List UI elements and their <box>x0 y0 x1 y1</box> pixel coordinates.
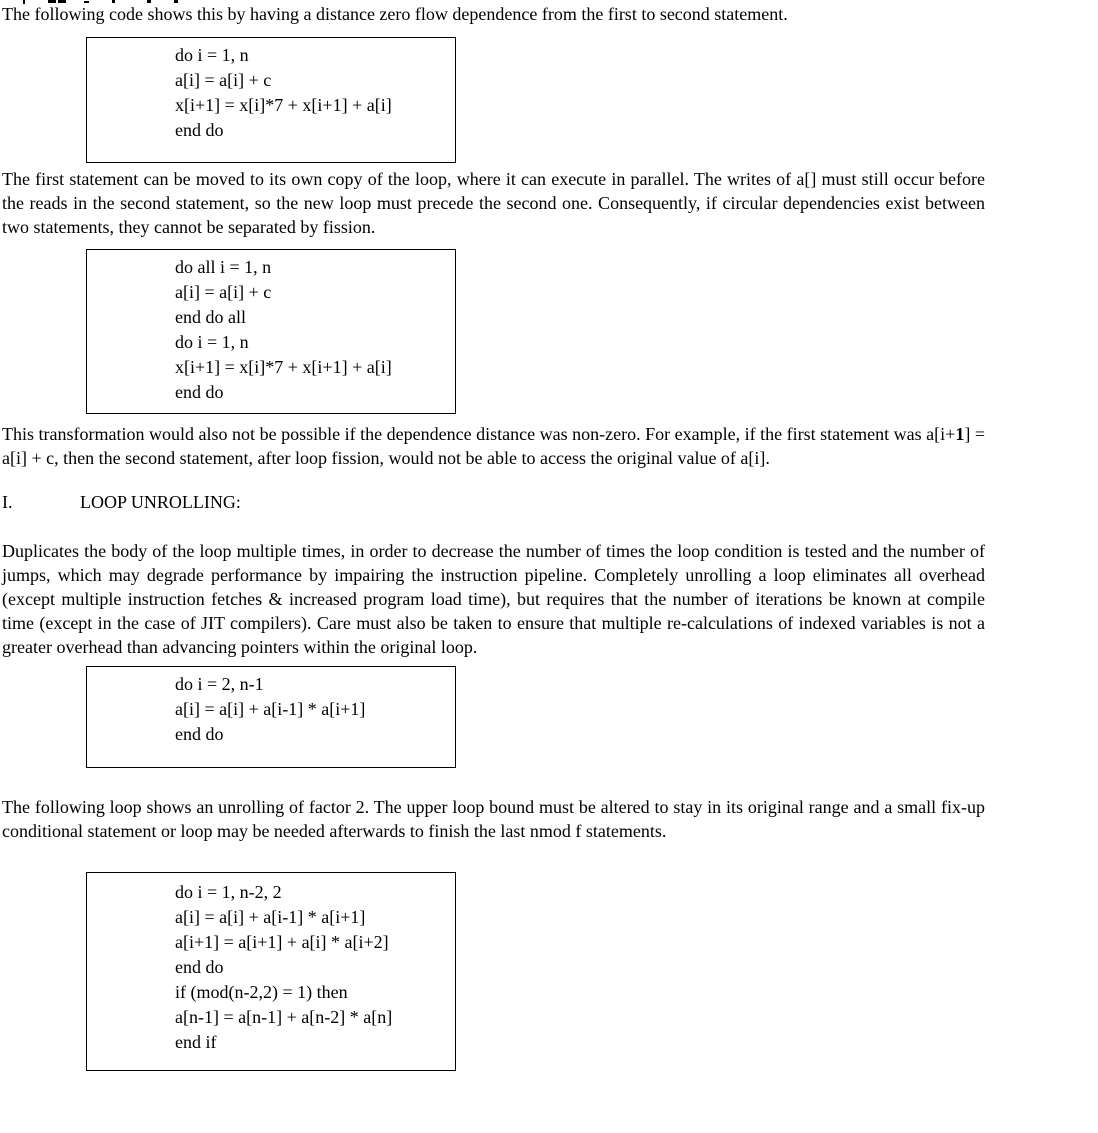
cropped-glyph-fragment <box>174 0 178 3</box>
paragraph-unroll-factor2-intro: The following loop shows an unrolling of factor 2. The upper loop bound must be altered to stay in its original range and a small fix-up conditional statement or loop may be needed afterwards to finish the last nmod f statements. <box>2 797 985 841</box>
section-number: I. <box>2 492 13 512</box>
paragraph-fission-code-intro: The following code shows this by having a distance zero flow dependence from the first to second statement. <box>2 4 788 24</box>
paragraph-fission-explanation: The first statement can be moved to its own copy of the loop, where it can execute in parallel. The writes of a[] must still occur before the reads in the second statement, so the new loop must precede the second one. Consequently, if circular dependencies exist between two statements, they cannot be separated by fission. <box>2 169 985 237</box>
code-line: end do <box>175 382 224 402</box>
code-line: end do all <box>175 307 246 327</box>
cropped-glyph-fragment <box>48 0 56 3</box>
code-block-unroll-original <box>86 666 456 768</box>
code-line: a[i] = a[i] + a[i-1] * a[i+1] <box>175 699 366 719</box>
code-line: end if <box>175 1032 217 1052</box>
code-line: do i = 1, n <box>175 45 249 65</box>
code-line: end do <box>175 957 224 977</box>
cropped-glyph-fragment <box>112 0 115 3</box>
cropped-glyph-fragment <box>23 0 25 4</box>
cropped-glyph-fragment <box>58 0 66 3</box>
code-line: do all i = 1, n <box>175 257 272 277</box>
code-line: x[i+1] = x[i]*7 + x[i+1] + a[i] <box>175 357 392 377</box>
code-line: if (mod(n-2,2) = 1) then <box>175 982 348 1002</box>
code-line: x[i+1] = x[i]*7 + x[i+1] + a[i] <box>175 95 392 115</box>
code-line: end do <box>175 120 224 140</box>
code-block-fission-single-loop <box>86 37 456 163</box>
paragraph-unrolling-description: Duplicates the body of the loop multiple times, in order to decrease the number of times the loop condition is tested and the number of jumps, which may degrade performance by impairing the instruction pipeline. Completely unrolling a loop eliminates all overhead (except multiple instruction fetches & increased program load time), but requires that the number of iterations be known at compile time (except in the case of JIT compilers). Care must also be taken to ensure that multiple re-calculations of indexed variables is not a greater overhead than advancing pointers within the original loop. <box>2 541 985 657</box>
code-line: do i = 1, n-2, 2 <box>175 882 282 902</box>
paragraph-nonzero-distance-text: ] = a[i] + c, then the second statement, after loop fission, would not be able to access the original value of a[i]. <box>2 424 985 468</box>
code-line: a[i+1] = a[i+1] + a[i] * a[i+2] <box>175 932 389 952</box>
code-line: do i = 1, n <box>175 332 249 352</box>
cropped-line-artifact <box>0 0 200 5</box>
code-block-unroll-factor2 <box>86 872 456 1071</box>
code-line: a[n-1] = a[n-1] + a[n-2] * a[n] <box>175 1007 393 1027</box>
code-line: a[i] = a[i] + c <box>175 70 272 90</box>
bold-one: 1 <box>955 424 965 444</box>
section-heading-loop-unrolling <box>2 490 985 514</box>
code-block-fission-split-loops <box>86 249 456 414</box>
code-line: a[i] = a[i] + c <box>175 282 272 302</box>
code-line: end do <box>175 724 224 744</box>
code-line: a[i] = a[i] + a[i-1] * a[i+1] <box>175 907 366 927</box>
cropped-glyph-fragment <box>84 1 89 3</box>
paragraph-nonzero-distance <box>2 422 985 470</box>
code-line: do i = 2, n-1 <box>175 674 264 694</box>
cropped-glyph-fragment <box>147 0 151 3</box>
section-title: LOOP UNROLLING: <box>80 492 241 512</box>
paragraph-nonzero-distance-text: This transformation would also not be possible if the dependence distance was non-zero. For example, if the first statement was a[i+ <box>2 424 956 444</box>
